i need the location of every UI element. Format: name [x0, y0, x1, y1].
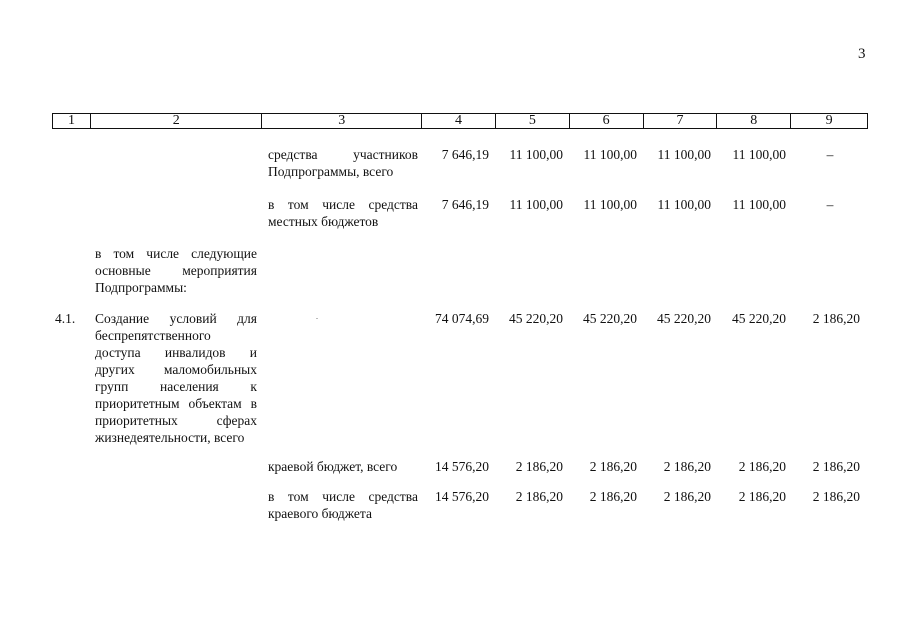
row-6-col-8: 2 186,20 [738, 489, 786, 504]
scan-speck [316, 318, 318, 319]
row-3-name: в том числе следующие основные мероприятия Подпрограммы: [95, 246, 257, 295]
row-4-col-4: 74 074,69 [435, 311, 489, 326]
row-5-col-6: 2 186,20 [589, 459, 637, 474]
row-4-col-8: 45 220,20 [732, 311, 786, 326]
header-col-5: 5 [496, 114, 570, 128]
row-4-num: 4.1. [55, 311, 76, 326]
row-1-col-4: 7 646,19 [441, 147, 489, 162]
header-col-1: 1 [53, 114, 91, 128]
row-4-col-7: 45 220,20 [657, 311, 711, 326]
row-4-col-5: 45 220,20 [509, 311, 563, 326]
header-col-8: 8 [717, 114, 791, 128]
row-2-col-5: 11 100,00 [509, 197, 563, 212]
row-6-col-9: 2 186,20 [812, 489, 860, 504]
row-2-col-4: 7 646,19 [441, 197, 489, 212]
row-4-col-6: 45 220,20 [583, 311, 637, 326]
row-5-source: краевой бюджет, всего [268, 459, 398, 474]
row-1-col-9: – [826, 147, 834, 162]
row-5-col-9: 2 186,20 [812, 459, 860, 474]
row-1-col-8: 11 100,00 [732, 147, 786, 162]
header-col-6: 6 [570, 114, 644, 128]
row-2-col-9: – [826, 197, 834, 212]
row-2-col-6: 11 100,00 [583, 197, 637, 212]
header-col-2: 2 [91, 114, 263, 128]
table-header-row [52, 113, 868, 129]
row-6-col-7: 2 186,20 [663, 489, 711, 504]
row-5-col-8: 2 186,20 [738, 459, 786, 474]
row-5-col-5: 2 186,20 [515, 459, 563, 474]
header-col-3: 3 [262, 114, 422, 128]
header-col-4: 4 [422, 114, 496, 128]
row-1-col-5: 11 100,00 [509, 147, 563, 162]
row-1-col-6: 11 100,00 [583, 147, 637, 162]
row-5-col-4: 14 576,20 [435, 459, 489, 474]
row-1-source: средства участников Подпрограммы, всего [268, 147, 418, 179]
row-6-col-6: 2 186,20 [589, 489, 637, 504]
row-2-col-8: 11 100,00 [732, 197, 786, 212]
row-5-col-7: 2 186,20 [663, 459, 711, 474]
row-6-col-4: 14 576,20 [435, 489, 489, 504]
page-number: 3 [858, 46, 866, 62]
row-6-col-5: 2 186,20 [515, 489, 563, 504]
row-4-col-9: 2 186,20 [812, 311, 860, 326]
row-6-source: в том числе средства краевого бюджета [268, 489, 418, 521]
header-col-7: 7 [644, 114, 718, 128]
row-1-col-7: 11 100,00 [657, 147, 711, 162]
header-col-9: 9 [825, 113, 833, 128]
row-4-name: Создание условий для беспрепятственного доступа инвалидов и других маломобильных групп населения к приоритетным объектам в приоритетных сферах жизнедеятельности, всего [95, 311, 257, 445]
row-2-col-7: 11 100,00 [657, 197, 711, 212]
row-2-source: в том числе средства местных бюджетов [268, 197, 418, 229]
